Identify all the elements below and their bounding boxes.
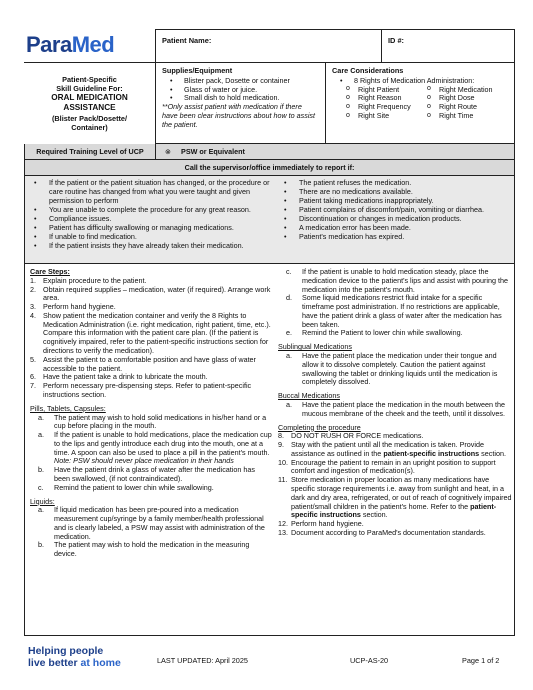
liquids-heading: Liquids:	[30, 496, 55, 506]
sublingual-heading: Sublingual Medications	[278, 342, 352, 352]
care-step: 5. Assist the patient to a comfortable position and have glass of water accessible to the patient.	[30, 354, 256, 373]
care-step: 7. Perform necessary pre-dispensing steps. Refer to patient-specific instructions section.	[30, 381, 252, 399]
liquids-step: d. Some liquid medications restrict fluid intake for a specific timeframe post administration. If no restrictions are applicable, have the patient drink a glass of water after the medication has been taken.	[286, 293, 502, 329]
report-item: • The patient refuses the medication.	[275, 179, 513, 188]
buccal-heading: Buccal Medications	[278, 391, 340, 401]
liquids-step: a. If liquid medication has been pre-poured into a medication measurement cup/syringe by a family member/health professional and is clearly labeled, a PSW may assist with administration of the medication.	[38, 505, 265, 541]
completing-step: 13. Document according to ParaMed's documentation standards.	[278, 527, 486, 537]
checked-mark-icon: ⊗	[165, 146, 172, 156]
report-item: • Patient complains of discomfort/pain, vomiting or diarrhea.	[275, 206, 513, 215]
care-step: 6. Have the patient take a drink to lubricate the mouth.	[30, 372, 208, 382]
care-steps-heading: Care Steps:	[30, 267, 70, 276]
completing-step: 8. DO NOT RUSH OR FORCE medications.	[278, 431, 424, 441]
right-item: o Right Patient	[346, 86, 427, 95]
report-conditions	[24, 176, 515, 264]
pills-step: a. If the patient is unable to hold medications, place the medication cup to the lips and gently introduce each drug into the mouth, one at a time. A spoon can also be used to place a pill in the patient's mouth. Note: PSW should never place medication in their hands	[38, 430, 272, 466]
care-considerations-box	[326, 62, 515, 144]
care-intro: • 8 Rights of Medication Administration:	[332, 77, 508, 86]
report-item: • If the patient insists they have already taken their medication.	[25, 242, 271, 251]
completing-step: 10. Encourage the patient to remain in an upright position to support comfort and ingestion of medication(s).	[278, 457, 496, 476]
supply-item: • Small dish to hold medication.	[162, 94, 319, 103]
paramed-logo: ParaMed	[26, 32, 115, 57]
care-steps-right-column	[278, 268, 514, 538]
report-item: • You are unable to complete the procedure for any great reason.	[25, 206, 271, 215]
completing-step: 12. Perform hand hygiene.	[278, 519, 364, 529]
supplies-note: **Only assist patient with medication if there have been clear instructions about how to assist the patient.	[162, 102, 316, 129]
patient-header	[155, 29, 515, 62]
report-item: • A medication error has been made.	[275, 224, 513, 233]
report-item: • If the patient or the patient situation has changed, or the procedure or care routine has changed from what you were taught and given permission to perform	[25, 179, 271, 205]
footer-tagline: Helping people live better at home	[28, 645, 121, 670]
report-item: • Compliance issues.	[25, 215, 271, 224]
completing-step: 9. Stay with the patient until all the medication is taken. Provide assistance as outlined in the patient-specific instructions section.	[278, 440, 506, 458]
right-item: o Right Route	[427, 103, 508, 112]
supplies-heading: Supplies/Equipment	[162, 66, 233, 75]
right-item: o Right Medication	[427, 86, 508, 95]
training-label: Required Training Level of UCP	[25, 144, 156, 159]
right-item: o Right Reason	[346, 94, 427, 103]
report-item: • There are no medications available.	[275, 188, 513, 197]
pills-step: c. Remind the patient to lower chin while swallowing.	[38, 482, 214, 492]
care-step: 3. Perform hand hygiene.	[30, 302, 116, 312]
supplies-box	[155, 62, 326, 144]
training-value: ⊗ PSW or Equivalent	[165, 146, 245, 156]
pills-step: a. The patient may wish to hold solid medications in his/her hand or a cup before placing in the mouth.	[38, 412, 267, 431]
care-step: 4. Show patient the medication container and verify the 8 Rights to Medication Administration (i.e. right medication, right patient, time, etc.). Compare this information with the patient care plan. (If the patient is cognitively impaired, refer to the patient-specific instructions section for directions to verify the medication).	[30, 310, 271, 356]
page-number: Page 1 of 2	[462, 656, 500, 665]
last-updated: LAST UPDATED: April 2025	[157, 656, 248, 665]
liquids-step: e. Remind the Patient to lower chin while swallowing.	[286, 328, 463, 338]
training-level-row	[24, 144, 515, 160]
completing-step: 11. Store medication in proper location as many medications have specific storage requirements i.e. away from sunlight and heat, in a dark and dry area, refrigerated, or out of reach of cognitively impaired patient/small children in the patient's home. Refer to the patient-specific instructions section.	[278, 475, 512, 520]
guideline-title: Patient-Specific Skill Guideline For: ORAL MEDICATION ASSISTANCE (Blister Pack/Dosette/ Container)	[24, 62, 155, 144]
care-step: 2. Obtain required supplies – medication, water (if required). Arrange work area.	[30, 284, 271, 303]
care-steps-left-column	[30, 268, 272, 559]
supply-item: • Blister pack, Dosette or container	[162, 77, 319, 86]
supply-item: • Glass of water or juice.	[162, 86, 319, 95]
pills-heading: Pills, Tablets, Capsules:	[30, 403, 106, 413]
right-item: o Right Frequency	[346, 103, 427, 112]
report-item: • Patient has difficulty swallowing or managing medications.	[25, 224, 271, 233]
patient-id-field[interactable]: ID #:	[388, 36, 405, 45]
care-heading: Care Considerations	[332, 66, 404, 75]
report-item: • If unable to find medication.	[25, 233, 271, 242]
completing-heading: Completing the procedure	[278, 422, 361, 432]
care-step: 1. Explain procedure to the patient.	[30, 275, 147, 285]
rights-list	[332, 86, 508, 121]
report-item: • Discontinuation or changes in medication products.	[275, 215, 513, 224]
document-code: UCP-AS-20	[350, 656, 389, 665]
right-item: o Right Site	[346, 112, 427, 121]
right-item: o Right Dose	[427, 94, 508, 103]
report-item: • Patient taking medications inappropriately.	[275, 197, 513, 206]
liquids-step: b. The patient may wish to hold the medication in the measuring device.	[38, 540, 250, 559]
buccal-step: a. Have the patient place the medication in the mouth between the mucous membrane of the cheek and the teeth, until it dissolves.	[286, 399, 505, 418]
pills-step: b. Have the patient drink a glass of water after the medication has been swallowed, (if not contraindicated).	[38, 465, 255, 483]
report-item: • Patient's medication has expired.	[275, 233, 513, 242]
right-item: o Right Time	[427, 112, 508, 121]
liquids-step: c. If the patient is unable to hold medication steady, place the medication device to the patient's lips and assist with pouring the medication into the patient's mouth.	[286, 267, 508, 294]
sublingual-step: a. Have the patient place the medication under their tongue and allow it to dissolve completely. Caution the patient against swallowing the tablet or drinking liquids until the medication is completely dissolved.	[286, 351, 498, 387]
patient-name-field[interactable]: Patient Name:	[156, 30, 382, 62]
call-supervisor-banner: Call the supervisor/office immediately to report if:	[24, 160, 515, 176]
